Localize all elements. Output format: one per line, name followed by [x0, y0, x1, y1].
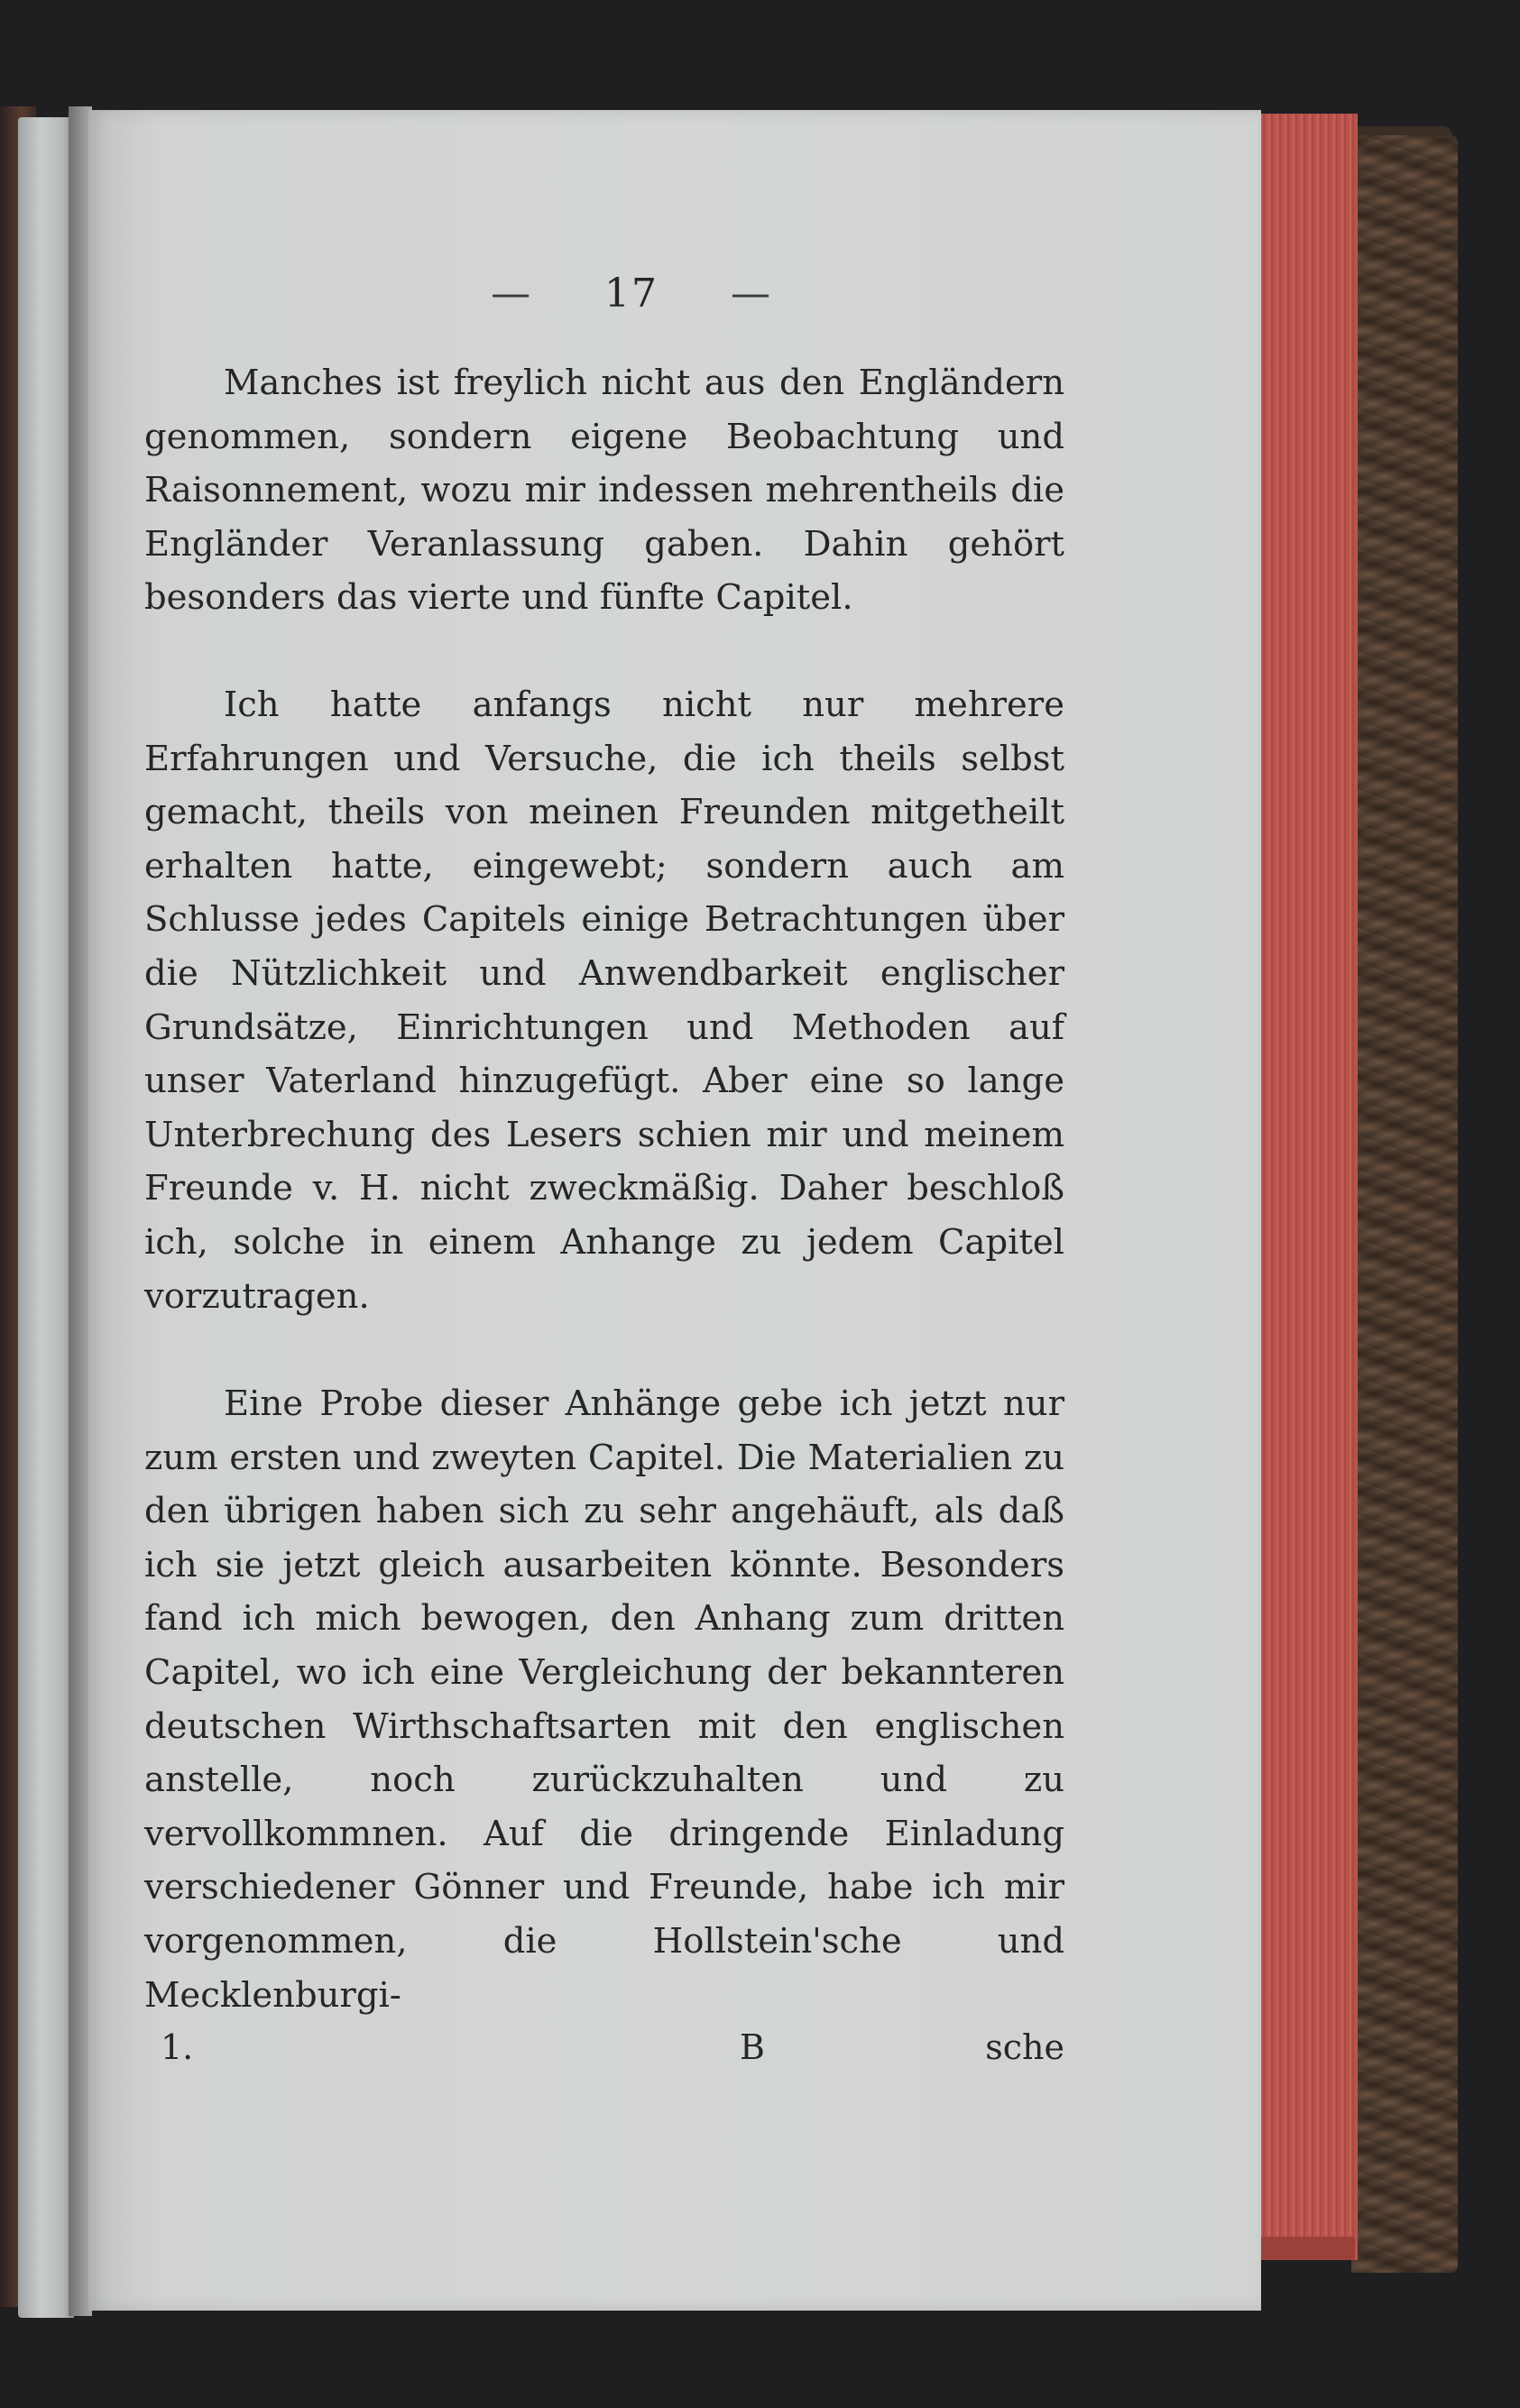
header-dash-right: —	[730, 271, 772, 317]
marbled-back-cover	[1351, 135, 1458, 2273]
signature-mark: 1.	[161, 2027, 194, 2068]
previous-page-edge	[18, 117, 74, 2318]
paragraph-2: Ich hatte anfangs nicht nur mehrere Erfahrungen und Versuche, die ich theils selbst gemacht, theils von meinen Freunden mitgetheilt erhalten hatte, eingewebt; sondern auch am Schlusse jedes Capitels einige Betrachtungen über die Nützlichkeit und Anwendbarkeit englischer Grundsätze, Einrichtungen und Methoden auf unser Vaterland hinzugefügt. Aber eine so lange Unterbrechung des Lesers schien mir und meinem Freunde v. H. nicht zweckmäßig. Daher beschloß ich, solche in einem Anhange zu jedem Capitel vorzutragen.	[144, 684, 1064, 1317]
header-dash-left: —	[491, 271, 533, 317]
page-number: 17	[604, 271, 659, 317]
page-footer	[144, 2027, 1064, 2082]
page-content	[144, 271, 1064, 2082]
page-header	[198, 271, 1064, 317]
red-page-edges-bottom	[1261, 2237, 1355, 2260]
paragraph-1: Manches ist freylich nicht aus den Engländern genommen, sondern eigene Beobachtung und Raisonnement, wozu mir indessen mehrentheils die Engländer Veranlassung gaben. Dahin gehört besonders das vierte und fünfte Capitel.	[144, 363, 1064, 619]
sheet-letter: B	[740, 2027, 765, 2068]
paragraph-3: Eine Probe dieser Anhänge gebe ich jetzt nur zum ersten und zweyten Capitel. Die Materialien zu den übrigen haben sich zu sehr angehäuft, als daß ich sie jetzt gleich ausarbeiten könnte. Besonders fand ich mich bewogen, den Anhang zum dritten Capitel, wo ich eine Vergleichung der bekannteren deutschen Wirthschaftsarten mit den englischen anstelle, noch zurückzuhalten und zu vervollkommnen. Auf die dringende Einladung verschiedener Gönner und Freunde, habe ich mir vorgenommen, die Hollstein'sche und Mecklenburgi-	[144, 1383, 1064, 2016]
catchword: sche	[985, 2027, 1064, 2068]
red-page-edges	[1256, 114, 1358, 2260]
